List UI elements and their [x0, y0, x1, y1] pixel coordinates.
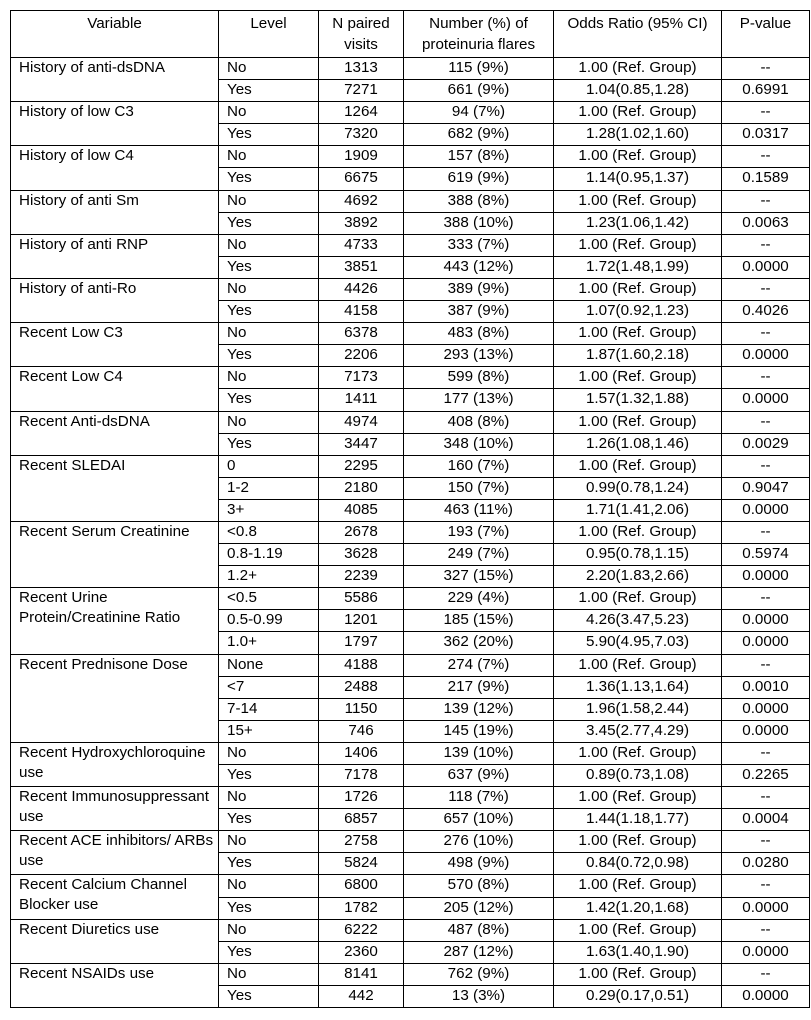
odds-ratio-cell: 1.44(1.18,1.77): [554, 809, 722, 831]
p-value-cell: 0.0000: [722, 345, 810, 367]
n-paired-visits-cell: 3628: [319, 544, 404, 566]
odds-ratio-cell: 1.00 (Ref. Group): [554, 278, 722, 300]
odds-ratio-cell: 5.90(4.95,7.03): [554, 632, 722, 654]
header-number-pct: Number (%) of proteinuria flares: [404, 11, 554, 58]
odds-ratio-cell: 1.23(1.06,1.42): [554, 212, 722, 234]
flares-cell: 217 (9%): [404, 676, 554, 698]
odds-ratio-cell: 0.84(0.72,0.98): [554, 853, 722, 875]
flares-cell: 185 (15%): [404, 610, 554, 632]
n-paired-visits-cell: 3851: [319, 256, 404, 278]
p-value-cell: --: [722, 323, 810, 345]
header-variable: Variable: [11, 11, 219, 58]
n-paired-visits-cell: 6222: [319, 919, 404, 941]
odds-ratio-cell: 1.00 (Ref. Group): [554, 234, 722, 256]
p-value-cell: 0.0000: [722, 499, 810, 521]
n-paired-visits-cell: 2488: [319, 676, 404, 698]
level-cell: 1.0+: [219, 632, 319, 654]
flares-cell: 619 (9%): [404, 168, 554, 190]
n-paired-visits-cell: 6800: [319, 875, 404, 897]
odds-ratio-cell: 1.63(1.40,1.90): [554, 941, 722, 963]
flares-cell: 177 (13%): [404, 389, 554, 411]
level-cell: No: [219, 367, 319, 389]
n-paired-visits-cell: 7173: [319, 367, 404, 389]
table-row: [11, 102, 810, 124]
level-cell: 0.5-0.99: [219, 610, 319, 632]
flares-cell: 205 (12%): [404, 897, 554, 919]
table-row: [11, 963, 810, 985]
variable-cell: Recent Urine Protein/Creatinine Ratio: [11, 588, 219, 654]
n-paired-visits-cell: 1909: [319, 146, 404, 168]
variable-cell: Recent Immunosuppressant use: [11, 787, 219, 831]
p-value-cell: --: [722, 278, 810, 300]
flares-cell: 362 (20%): [404, 632, 554, 654]
header-row: [11, 11, 810, 58]
table-row: [11, 190, 810, 212]
p-value-cell: 0.0317: [722, 124, 810, 146]
level-cell: Yes: [219, 256, 319, 278]
p-value-cell: --: [722, 521, 810, 543]
table-row: [11, 919, 810, 941]
flares-cell: 150 (7%): [404, 477, 554, 499]
level-cell: 0.8-1.19: [219, 544, 319, 566]
table-row: [11, 367, 810, 389]
n-paired-visits-cell: 4158: [319, 301, 404, 323]
level-cell: None: [219, 654, 319, 676]
variable-cell: Recent Low C4: [11, 367, 219, 411]
flares-cell: 388 (8%): [404, 190, 554, 212]
n-paired-visits-cell: 2360: [319, 941, 404, 963]
table-row: [11, 234, 810, 256]
p-value-cell: 0.0000: [722, 389, 810, 411]
odds-ratio-cell: 1.00 (Ref. Group): [554, 963, 722, 985]
flares-cell: 276 (10%): [404, 831, 554, 853]
p-value-cell: 0.0000: [722, 698, 810, 720]
p-value-cell: 0.0010: [722, 676, 810, 698]
p-value-cell: 0.0000: [722, 897, 810, 919]
level-cell: No: [219, 146, 319, 168]
header-odds-ratio: Odds Ratio (95% CI): [554, 11, 722, 58]
variable-cell: Recent Prednisone Dose: [11, 654, 219, 742]
flares-cell: 293 (13%): [404, 345, 554, 367]
odds-ratio-cell: 1.57(1.32,1.88): [554, 389, 722, 411]
p-value-cell: 0.0000: [722, 720, 810, 742]
table-header: [11, 11, 810, 58]
n-paired-visits-cell: 7271: [319, 80, 404, 102]
n-paired-visits-cell: 1797: [319, 632, 404, 654]
level-cell: No: [219, 919, 319, 941]
p-value-cell: 0.0063: [722, 212, 810, 234]
level-cell: No: [219, 411, 319, 433]
odds-ratio-cell: 1.00 (Ref. Group): [554, 919, 722, 941]
n-paired-visits-cell: 1264: [319, 102, 404, 124]
odds-ratio-cell: 1.00 (Ref. Group): [554, 654, 722, 676]
p-value-cell: --: [722, 831, 810, 853]
p-value-cell: 0.0000: [722, 941, 810, 963]
p-value-cell: --: [722, 146, 810, 168]
level-cell: Yes: [219, 985, 319, 1007]
odds-ratio-cell: 1.00 (Ref. Group): [554, 831, 722, 853]
odds-ratio-cell: 1.00 (Ref. Group): [554, 146, 722, 168]
p-value-cell: 0.2265: [722, 765, 810, 787]
flares-cell: 637 (9%): [404, 765, 554, 787]
level-cell: <0.8: [219, 521, 319, 543]
table-row: [11, 146, 810, 168]
odds-ratio-cell: 1.00 (Ref. Group): [554, 455, 722, 477]
flares-cell: 13 (3%): [404, 985, 554, 1007]
p-value-cell: 0.0004: [722, 809, 810, 831]
n-paired-visits-cell: 2239: [319, 566, 404, 588]
level-cell: No: [219, 102, 319, 124]
n-paired-visits-cell: 7178: [319, 765, 404, 787]
odds-ratio-cell: 1.28(1.02,1.60): [554, 124, 722, 146]
odds-ratio-cell: 2.20(1.83,2.66): [554, 566, 722, 588]
flares-cell: 118 (7%): [404, 787, 554, 809]
p-value-cell: 0.1589: [722, 168, 810, 190]
n-paired-visits-cell: 442: [319, 985, 404, 1007]
p-value-cell: 0.6991: [722, 80, 810, 102]
flares-cell: 599 (8%): [404, 367, 554, 389]
p-value-cell: --: [722, 411, 810, 433]
variable-cell: Recent ACE inhibitors/ ARBs use: [11, 831, 219, 875]
flares-cell: 570 (8%): [404, 875, 554, 897]
n-paired-visits-cell: 2295: [319, 455, 404, 477]
level-cell: No: [219, 58, 319, 80]
n-paired-visits-cell: 5824: [319, 853, 404, 875]
p-value-cell: 0.5974: [722, 544, 810, 566]
level-cell: No: [219, 323, 319, 345]
variable-cell: Recent Calcium Channel Blocker use: [11, 875, 219, 919]
p-value-cell: --: [722, 875, 810, 897]
flares-cell: 139 (12%): [404, 698, 554, 720]
flares-cell: 483 (8%): [404, 323, 554, 345]
flares-cell: 487 (8%): [404, 919, 554, 941]
p-value-cell: --: [722, 742, 810, 764]
odds-ratio-cell: 1.04(0.85,1.28): [554, 80, 722, 102]
p-value-cell: --: [722, 234, 810, 256]
n-paired-visits-cell: 1150: [319, 698, 404, 720]
level-cell: Yes: [219, 345, 319, 367]
n-paired-visits-cell: 4188: [319, 654, 404, 676]
p-value-cell: --: [722, 654, 810, 676]
level-cell: 1.2+: [219, 566, 319, 588]
n-paired-visits-cell: 4426: [319, 278, 404, 300]
n-paired-visits-cell: 4733: [319, 234, 404, 256]
header-n-paired-visits: N paired visits: [319, 11, 404, 58]
odds-ratio-cell: 1.72(1.48,1.99): [554, 256, 722, 278]
variable-cell: Recent Anti-dsDNA: [11, 411, 219, 455]
n-paired-visits-cell: 8141: [319, 963, 404, 985]
flares-cell: 115 (9%): [404, 58, 554, 80]
n-paired-visits-cell: 4692: [319, 190, 404, 212]
odds-ratio-cell: 1.00 (Ref. Group): [554, 742, 722, 764]
p-value-cell: 0.4026: [722, 301, 810, 323]
variable-cell: History of anti RNP: [11, 234, 219, 278]
variable-cell: Recent Low C3: [11, 323, 219, 367]
odds-ratio-cell: 1.00 (Ref. Group): [554, 787, 722, 809]
table-row: [11, 875, 810, 897]
p-value-cell: --: [722, 787, 810, 809]
table-row: [11, 58, 810, 80]
flares-cell: 389 (9%): [404, 278, 554, 300]
n-paired-visits-cell: 2206: [319, 345, 404, 367]
variable-cell: History of low C3: [11, 102, 219, 146]
flares-cell: 145 (19%): [404, 720, 554, 742]
odds-ratio-cell: 1.00 (Ref. Group): [554, 411, 722, 433]
odds-ratio-cell: 1.36(1.13,1.64): [554, 676, 722, 698]
flares-cell: 682 (9%): [404, 124, 554, 146]
odds-ratio-cell: 1.14(0.95,1.37): [554, 168, 722, 190]
odds-ratio-cell: 1.00 (Ref. Group): [554, 521, 722, 543]
flares-cell: 94 (7%): [404, 102, 554, 124]
table-row: [11, 654, 810, 676]
level-cell: Yes: [219, 897, 319, 919]
table-row: [11, 278, 810, 300]
flares-cell: 229 (4%): [404, 588, 554, 610]
odds-ratio-cell: 1.07(0.92,1.23): [554, 301, 722, 323]
n-paired-visits-cell: 6857: [319, 809, 404, 831]
n-paired-visits-cell: 3892: [319, 212, 404, 234]
level-cell: Yes: [219, 941, 319, 963]
n-paired-visits-cell: 2758: [319, 831, 404, 853]
n-paired-visits-cell: 6378: [319, 323, 404, 345]
p-value-cell: 0.0000: [722, 610, 810, 632]
flares-cell: 348 (10%): [404, 433, 554, 455]
table-body: [11, 58, 810, 1008]
level-cell: No: [219, 875, 319, 897]
flares-cell: 388 (10%): [404, 212, 554, 234]
flares-cell: 498 (9%): [404, 853, 554, 875]
flares-cell: 139 (10%): [404, 742, 554, 764]
variable-cell: History of anti Sm: [11, 190, 219, 234]
flares-cell: 408 (8%): [404, 411, 554, 433]
p-value-cell: --: [722, 367, 810, 389]
flares-cell: 333 (7%): [404, 234, 554, 256]
table-row: [11, 323, 810, 345]
odds-ratio-cell: 1.26(1.08,1.46): [554, 433, 722, 455]
p-value-cell: --: [722, 190, 810, 212]
odds-ratio-cell: 1.96(1.58,2.44): [554, 698, 722, 720]
level-cell: 0: [219, 455, 319, 477]
table-row: [11, 742, 810, 764]
flares-cell: 463 (11%): [404, 499, 554, 521]
p-value-cell: 0.0280: [722, 853, 810, 875]
p-value-cell: 0.0000: [722, 256, 810, 278]
level-cell: No: [219, 831, 319, 853]
flares-cell: 287 (12%): [404, 941, 554, 963]
variable-cell: Recent Diuretics use: [11, 919, 219, 963]
flares-cell: 661 (9%): [404, 80, 554, 102]
odds-ratio-cell: 0.99(0.78,1.24): [554, 477, 722, 499]
level-cell: 1-2: [219, 477, 319, 499]
flares-cell: 157 (8%): [404, 146, 554, 168]
p-value-cell: --: [722, 588, 810, 610]
odds-ratio-cell: 1.71(1.41,2.06): [554, 499, 722, 521]
odds-ratio-cell: 1.42(1.20,1.68): [554, 897, 722, 919]
level-cell: Yes: [219, 124, 319, 146]
level-cell: No: [219, 787, 319, 809]
level-cell: Yes: [219, 301, 319, 323]
flares-cell: 387 (9%): [404, 301, 554, 323]
table-row: [11, 455, 810, 477]
odds-ratio-cell: 0.95(0.78,1.15): [554, 544, 722, 566]
odds-ratio-cell: 1.87(1.60,2.18): [554, 345, 722, 367]
level-cell: No: [219, 190, 319, 212]
odds-ratio-cell: 1.00 (Ref. Group): [554, 190, 722, 212]
n-paired-visits-cell: 1726: [319, 787, 404, 809]
n-paired-visits-cell: 3447: [319, 433, 404, 455]
flares-cell: 274 (7%): [404, 654, 554, 676]
n-paired-visits-cell: 1201: [319, 610, 404, 632]
n-paired-visits-cell: 4085: [319, 499, 404, 521]
level-cell: <0.5: [219, 588, 319, 610]
level-cell: 15+: [219, 720, 319, 742]
level-cell: Yes: [219, 168, 319, 190]
p-value-cell: 0.9047: [722, 477, 810, 499]
flares-cell: 443 (12%): [404, 256, 554, 278]
level-cell: No: [219, 742, 319, 764]
results-table: [10, 10, 810, 1008]
n-paired-visits-cell: 746: [319, 720, 404, 742]
n-paired-visits-cell: 1313: [319, 58, 404, 80]
n-paired-visits-cell: 2180: [319, 477, 404, 499]
p-value-cell: --: [722, 919, 810, 941]
table-row: [11, 831, 810, 853]
level-cell: 7-14: [219, 698, 319, 720]
n-paired-visits-cell: 1782: [319, 897, 404, 919]
odds-ratio-cell: 1.00 (Ref. Group): [554, 323, 722, 345]
odds-ratio-cell: 3.45(2.77,4.29): [554, 720, 722, 742]
header-p-value: P-value: [722, 11, 810, 58]
p-value-cell: 0.0000: [722, 985, 810, 1007]
variable-cell: Recent SLEDAI: [11, 455, 219, 521]
level-cell: Yes: [219, 809, 319, 831]
n-paired-visits-cell: 1411: [319, 389, 404, 411]
flares-cell: 160 (7%): [404, 455, 554, 477]
level-cell: Yes: [219, 80, 319, 102]
table-row: [11, 411, 810, 433]
n-paired-visits-cell: 4974: [319, 411, 404, 433]
odds-ratio-cell: 0.29(0.17,0.51): [554, 985, 722, 1007]
p-value-cell: --: [722, 963, 810, 985]
n-paired-visits-cell: 2678: [319, 521, 404, 543]
level-cell: Yes: [219, 853, 319, 875]
odds-ratio-cell: 1.00 (Ref. Group): [554, 588, 722, 610]
p-value-cell: 0.0029: [722, 433, 810, 455]
flares-cell: 657 (10%): [404, 809, 554, 831]
odds-ratio-cell: 4.26(3.47,5.23): [554, 610, 722, 632]
level-cell: Yes: [219, 765, 319, 787]
level-cell: 3+: [219, 499, 319, 521]
p-value-cell: --: [722, 102, 810, 124]
flares-cell: 249 (7%): [404, 544, 554, 566]
odds-ratio-cell: 1.00 (Ref. Group): [554, 875, 722, 897]
level-cell: No: [219, 234, 319, 256]
level-cell: No: [219, 278, 319, 300]
level-cell: Yes: [219, 389, 319, 411]
header-level: Level: [219, 11, 319, 58]
flares-cell: 327 (15%): [404, 566, 554, 588]
p-value-cell: --: [722, 455, 810, 477]
flares-cell: 193 (7%): [404, 521, 554, 543]
table-row: [11, 787, 810, 809]
variable-cell: Recent NSAIDs use: [11, 963, 219, 1007]
odds-ratio-cell: 1.00 (Ref. Group): [554, 102, 722, 124]
level-cell: Yes: [219, 212, 319, 234]
table-row: [11, 588, 810, 610]
n-paired-visits-cell: 7320: [319, 124, 404, 146]
variable-cell: History of low C4: [11, 146, 219, 190]
level-cell: Yes: [219, 433, 319, 455]
odds-ratio-cell: 1.00 (Ref. Group): [554, 367, 722, 389]
level-cell: <7: [219, 676, 319, 698]
n-paired-visits-cell: 5586: [319, 588, 404, 610]
variable-cell: Recent Serum Creatinine: [11, 521, 219, 587]
odds-ratio-cell: 0.89(0.73,1.08): [554, 765, 722, 787]
p-value-cell: 0.0000: [722, 632, 810, 654]
variable-cell: History of anti-dsDNA: [11, 58, 219, 102]
level-cell: No: [219, 963, 319, 985]
n-paired-visits-cell: 6675: [319, 168, 404, 190]
variable-cell: Recent Hydroxychloroquine use: [11, 742, 219, 786]
p-value-cell: 0.0000: [722, 566, 810, 588]
variable-cell: History of anti-Ro: [11, 278, 219, 322]
p-value-cell: --: [722, 58, 810, 80]
flares-cell: 762 (9%): [404, 963, 554, 985]
table-row: [11, 521, 810, 543]
n-paired-visits-cell: 1406: [319, 742, 404, 764]
odds-ratio-cell: 1.00 (Ref. Group): [554, 58, 722, 80]
